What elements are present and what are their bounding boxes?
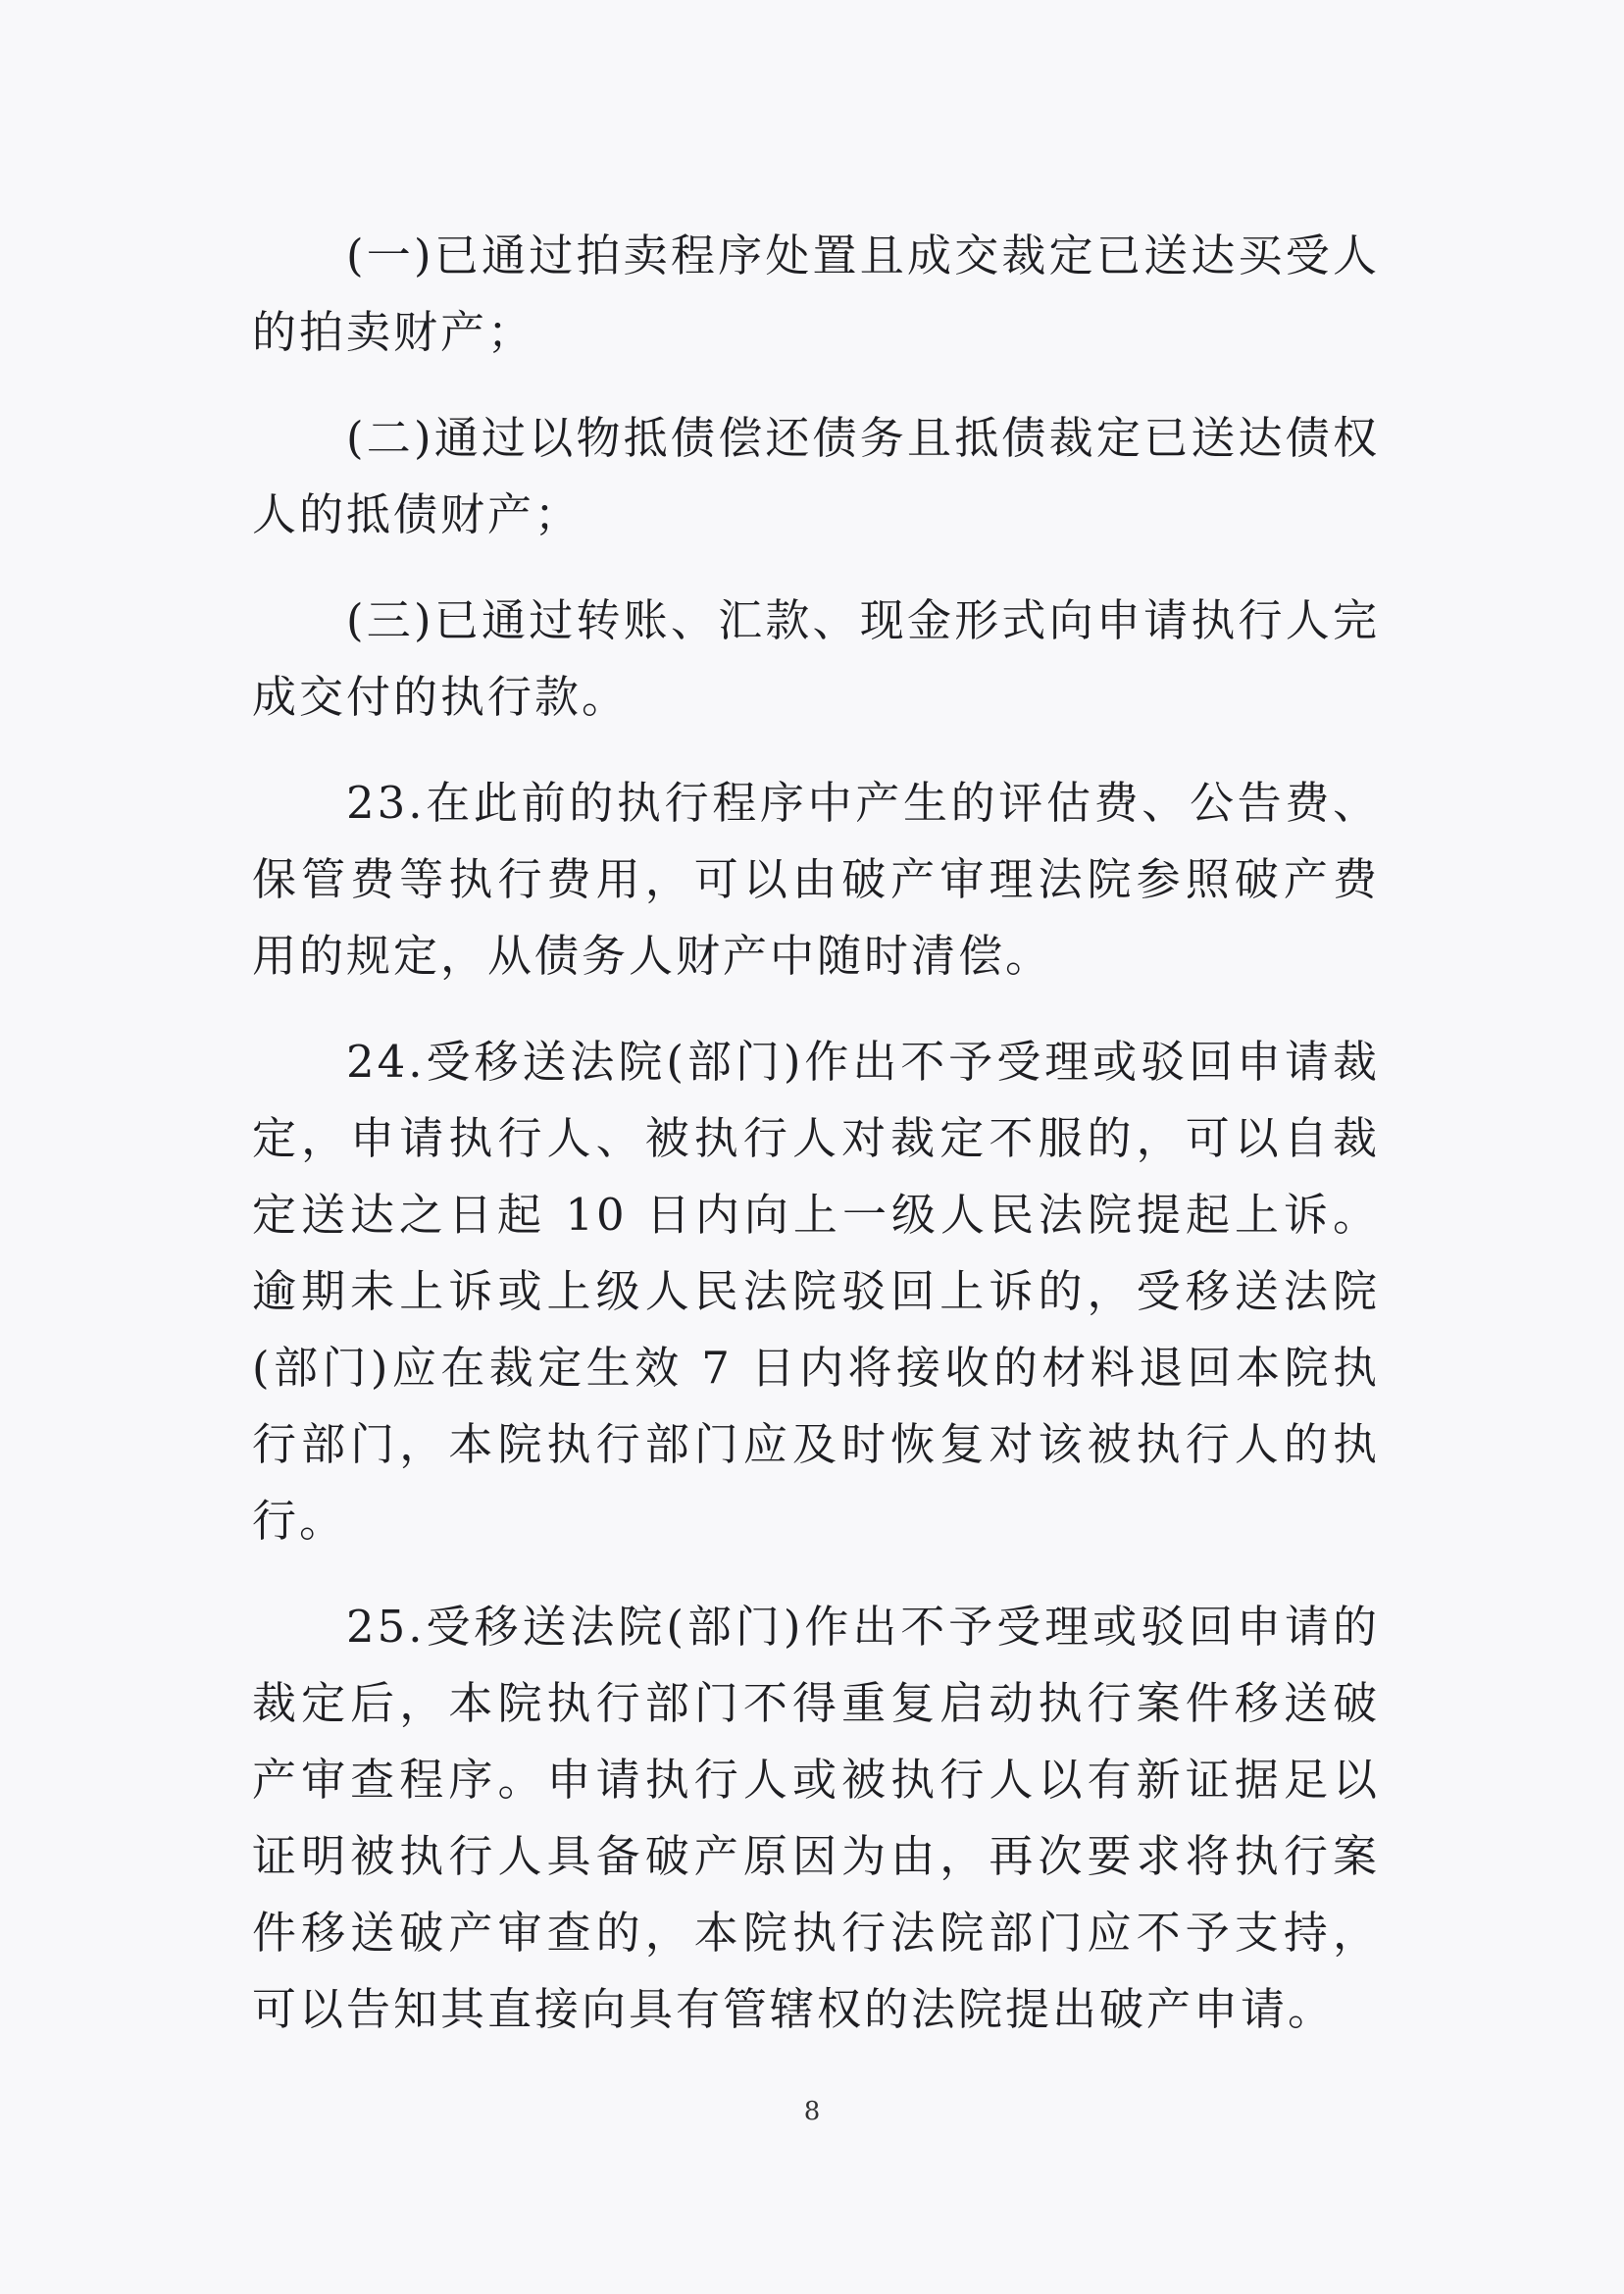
- paragraph-article-24: 24.受移送法院(部门)作出不予受理或驳回申请裁定，申请执行人、被执行人对裁定不服的，可以自裁定送达之日起 10 日内向上一级人民法院提起上诉。逾期未上诉或上级人民法院驳回上诉的，受移送法院(部门)应在裁定生效 7 日内将接收的材料退回本院执行部门，本院执行部门应及时恢复对该被执行人的执行。: [252, 1036, 1380, 1547]
- paragraph-item-3: (三)已通过转账、汇款、现金形式向申请执行人完成交付的执行款。: [252, 594, 1380, 723]
- paragraph-article-25: 25.受移送法院(部门)作出不予受理或驳回申请的裁定后，本院执行部门不得重复启动执行案件移送破产审查程序。申请执行人或被执行人以有新证据足以证明被执行人具备破产原因为由，再次要求将执行案件移送破产审查的，本院执行法院部门应不予支持，可以告知其直接向具有管辖权的法院提出破产申请。: [252, 1601, 1380, 2035]
- page-number: 8: [803, 2097, 821, 2126]
- paragraph-article-23: 23.在此前的执行程序中产生的评估费、公告费、保管费等执行费用，可以由破产审理法院参照破产费用的规定，从债务人财产中随时清偿。: [252, 777, 1380, 982]
- document-body: [252, 218, 1380, 2048]
- paragraph-item-2: (二)通过以物抵债偿还债务且抵债裁定已送达债权人的抵债财产；: [252, 412, 1380, 540]
- paragraph-item-1: (一)已通过拍卖程序处置且成交裁定已送达买受人的拍卖财产；: [252, 229, 1380, 358]
